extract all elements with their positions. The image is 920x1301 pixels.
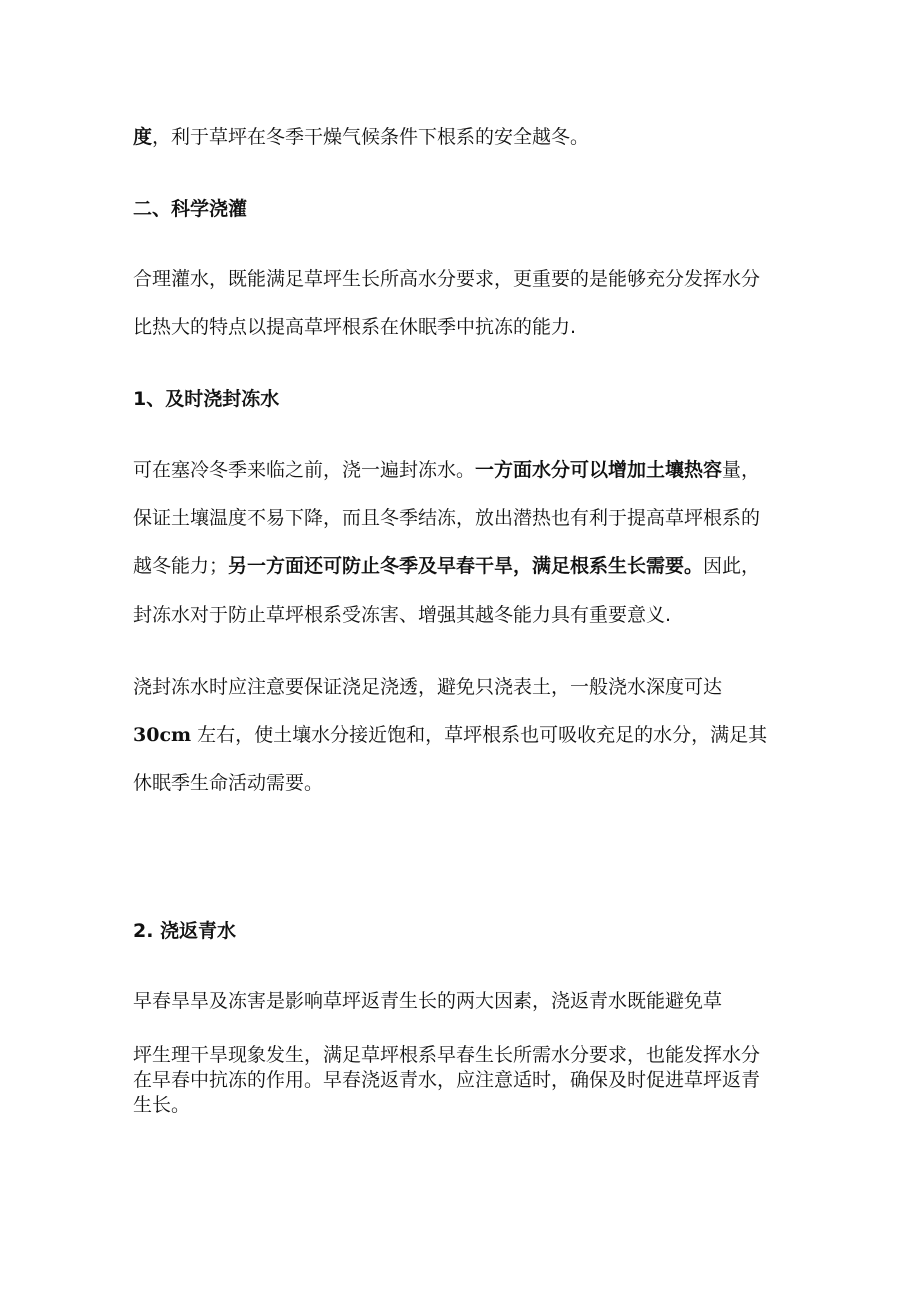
sub1-bold-text-b: 另一方面还可防止冬季及早春干旱，满足根系生长需要。 (228, 555, 704, 577)
sub1-paragraph1-line-2: 保证土壤温度不易下降，而且冬季结冻，放出潜热也有利于提高草坪根系的 (133, 507, 761, 529)
sub1-paragraph2-line-2 (133, 723, 813, 747)
subheading-1: 1、及时浇封冻水 (133, 388, 280, 410)
sub1-paragraph2-line-1: 浇封冻水时应注意要保证浇足浇透，避免只浇表土，一般浇水深度可达 (133, 676, 723, 698)
intro-bold-text: 度 (133, 126, 153, 148)
subheading-2: 2. 浇返青水 (133, 920, 237, 942)
sub1-text-b: 量， (722, 459, 761, 481)
sub1-paragraph1-line-1 (133, 458, 813, 482)
sub1-paragraph2-line-3: 休眠季生命活动需要。 (133, 772, 324, 794)
sub2-paragraph2-line-2: 在早春中抗冻的作用。早春浇返青水，应注意适时，确保及时促进草坪返青 (133, 1069, 761, 1091)
sub1-paragraph1-line-4: 封冻水对于防止草坪根系受冻害、增强其越冬能力具有重要意义. (133, 604, 672, 626)
sub1-text-d: 因此， (703, 555, 761, 577)
sub2-paragraph2-line-1: 坪生理干旱现象发生，满足草坪根系早春生长所需水分要求，也能发挥水分 (133, 1044, 761, 1066)
sub1-text-c: 越冬能力； (133, 555, 229, 577)
depth-value: 30cm (133, 724, 192, 746)
section2-paragraph-line-1: 合理灌水，既能满足草坪生长所高水分要求，更重要的是能够充分发挥水分 (133, 268, 761, 290)
sub1-paragraph1-line-3 (133, 554, 813, 578)
section2-paragraph-line-2: 比热大的特点以提高草坪根系在休眠季中抗冻的能力. (133, 316, 577, 338)
intro-text: ，利于草坪在冬季干燥气候条件下根系的安全越冬。 (152, 126, 590, 148)
section-heading-2: 二、科学浇灌 (133, 198, 248, 220)
sub2-paragraph1-line-1: 早春旱旱及冻害是影响草坪返青生长的两大因素，浇返青水既能避免草 (133, 990, 723, 1012)
sub1-bold-text-a: 一方面水分可以增加土壤热容 (475, 459, 723, 481)
intro-line-1 (133, 125, 813, 149)
sub2-paragraph2-line-3: 生长。 (133, 1094, 191, 1116)
sub1-text-a: 可在塞冷冬季来临之前，浇一遍封冻水。 (133, 459, 476, 481)
sub1-text-e: 左右，使土壤水分接近饱和，草坪根系也可吸收充足的水分，满足其 (191, 724, 768, 746)
